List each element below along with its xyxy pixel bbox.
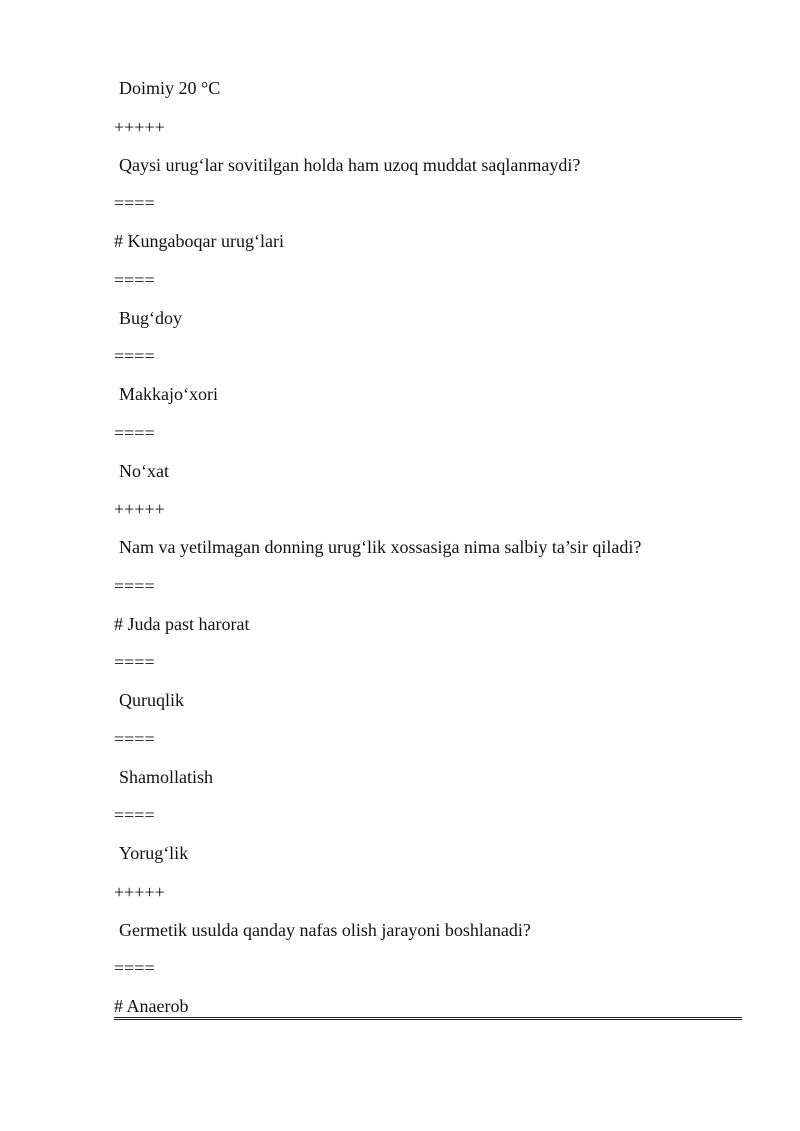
option-line: Quruqlik xyxy=(119,690,184,710)
option-line: Makkajo‘xori xyxy=(119,384,218,404)
answer-separator: ==== xyxy=(114,270,155,290)
table-bottom-border xyxy=(114,1017,742,1020)
answer-separator: ==== xyxy=(114,958,155,978)
option-line: Shamollatish xyxy=(119,767,213,787)
correct-answer-line: # Juda past harorat xyxy=(114,614,250,634)
answer-separator: ==== xyxy=(114,346,155,366)
question-line: Germetik usulda qanday nafas olish jarayoni boshlanadi? xyxy=(119,920,531,940)
question-separator: +++++ xyxy=(114,499,165,519)
question-separator: +++++ xyxy=(114,882,165,902)
option-line: No‘xat xyxy=(119,461,169,481)
answer-separator: ==== xyxy=(114,423,155,443)
correct-answer-line: # Anaerob xyxy=(114,996,189,1016)
option-line: Bug‘doy xyxy=(119,308,182,328)
question-line: Qaysi urug‘lar sovitilgan holda ham uzoq muddat saqlanmaydi? xyxy=(119,155,581,175)
option-line: Yorug‘lik xyxy=(119,843,189,863)
question-line: Nam va yetilmagan donning urug‘lik xossasiga nima salbiy ta’sir qiladi? xyxy=(119,537,642,557)
answer-separator: ==== xyxy=(114,729,155,749)
option-line: Doimiy 20 °C xyxy=(119,78,221,98)
answer-separator: ==== xyxy=(114,193,155,213)
answer-separator: ==== xyxy=(114,652,155,672)
answer-separator: ==== xyxy=(114,805,155,825)
question-separator: +++++ xyxy=(114,117,165,137)
answer-separator: ==== xyxy=(114,576,155,596)
correct-answer-line: # Kungaboqar urug‘lari xyxy=(114,231,284,251)
